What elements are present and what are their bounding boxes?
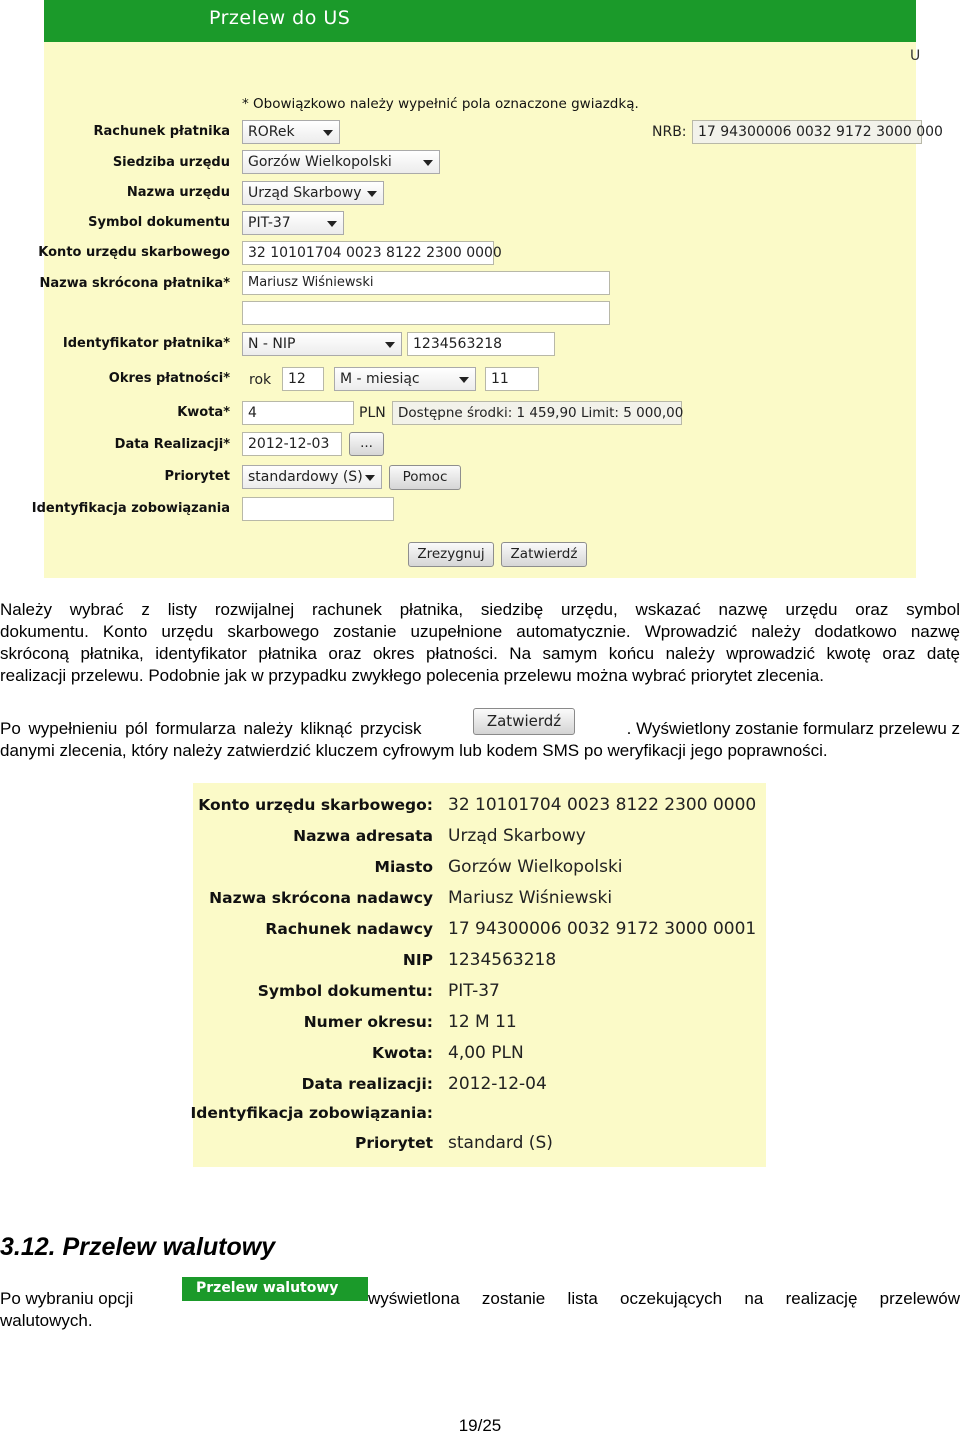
label-amount: Kwota* bbox=[177, 405, 230, 420]
summary-value: 1234563218 bbox=[448, 950, 557, 970]
summary-label: Data realizacji: bbox=[301, 1075, 433, 1093]
period-number-input[interactable] bbox=[485, 367, 539, 391]
account-select-value: RORek bbox=[248, 124, 295, 140]
paragraph-1-line-3: skróconą płatnika, identyfikator płatnika oraz okres płatności. Na samym końcu należy wprowadzić kwotę oraz datę bbox=[0, 644, 960, 663]
label-office-name: Nazwa urzędu bbox=[126, 185, 230, 200]
amount-value: 4 bbox=[248, 405, 257, 421]
summary-label: Rachunek nadawcy bbox=[265, 920, 433, 938]
label-payer-short: Nazwa skrócona płatnika* bbox=[39, 276, 230, 291]
office-city-value: Gorzów Wielkopolski bbox=[248, 154, 392, 170]
paragraph-1-line-2: dokumentu. Konto urzędu skarbowego zostanie uzupełnione automatycznie. Wprowadzić należy dodatkowo nazwę bbox=[0, 622, 960, 641]
summary-label: Konto urzędu skarbowego: bbox=[198, 796, 433, 814]
chevron-down-icon bbox=[323, 130, 333, 136]
period-type-select[interactable] bbox=[334, 367, 476, 391]
summary-value: 17 94300006 0032 9172 3000 0001 bbox=[448, 919, 757, 939]
summary-value: Gorzów Wielkopolski bbox=[448, 857, 623, 877]
summary-label: Numer okresu: bbox=[303, 1013, 433, 1031]
priority-select[interactable] bbox=[242, 465, 382, 489]
priority-value: standardowy (S) bbox=[248, 469, 363, 485]
payer-short-value: Mariusz Wiśniewski bbox=[248, 275, 374, 290]
obligation-input[interactable] bbox=[242, 497, 394, 521]
office-name-select[interactable] bbox=[242, 181, 384, 205]
chevron-down-icon bbox=[459, 377, 469, 383]
form-title: Przelew do US bbox=[209, 7, 351, 29]
payer-id-type-value: N - NIP bbox=[248, 336, 296, 352]
label-obligation: Identyfikacja zobowiązania bbox=[31, 501, 230, 516]
section-heading: 3.12. Przelew walutowy bbox=[0, 1233, 276, 1261]
transfer-form-panel bbox=[31, 0, 943, 578]
chevron-down-icon bbox=[367, 191, 377, 197]
date-value: 2012-12-03 bbox=[248, 436, 330, 452]
chevron-down-icon bbox=[327, 221, 337, 227]
paragraph-2-before: Po wypełnieniu pól formularza należy kliknąć przycisk bbox=[0, 719, 422, 738]
summary-label: Miasto bbox=[374, 858, 433, 876]
period-year-value: 12 bbox=[288, 371, 306, 387]
summary-label: Priorytet bbox=[354, 1134, 433, 1152]
paragraph-2-after: . Wyświetlony zostanie formularz przelewu z bbox=[626, 719, 960, 738]
period-type-value: M - miesiąc bbox=[340, 371, 420, 387]
label-priority: Priorytet bbox=[164, 469, 230, 484]
foreign-transfer-option-image: Przelew walutowy bbox=[182, 1277, 368, 1301]
paragraph-1-line-4: realizacji przelewu. Podobnie jak w przypadku zwykłego polecenia przelewu można wybrać priorytet zlecenia. bbox=[0, 666, 824, 685]
confirm-button[interactable]: Zatwierdź bbox=[501, 542, 587, 567]
nrb-label: NRB: bbox=[652, 124, 687, 140]
summary-label: Symbol dokumentu: bbox=[257, 982, 433, 1000]
chevron-down-icon bbox=[385, 342, 395, 348]
date-input[interactable] bbox=[242, 432, 342, 456]
account-select[interactable] bbox=[242, 120, 340, 144]
chevron-down-icon bbox=[423, 160, 433, 166]
label-date: Data Realizacji* bbox=[114, 437, 230, 452]
section-text-line-2: walutowych. bbox=[0, 1311, 93, 1330]
summary-label: Identyfikacja zobowiązania: bbox=[190, 1104, 433, 1122]
summary-label: Kwota: bbox=[371, 1044, 433, 1062]
clipped-text: U bbox=[910, 48, 921, 64]
summary-value: 32 10101704 0023 8122 2300 0000 bbox=[448, 795, 757, 815]
label-office-city: Siedziba urzędu bbox=[112, 155, 230, 170]
available-funds-value: Dostępne środki: 1 459,90 Limit: 5 000,00 bbox=[398, 405, 684, 421]
payer-short-input[interactable] bbox=[242, 271, 610, 295]
doc-symbol-select[interactable] bbox=[242, 211, 344, 235]
nrb-value: 17 94300006 0032 9172 3000 000 bbox=[698, 124, 943, 140]
payer-id-type-select[interactable] bbox=[242, 332, 402, 356]
available-funds bbox=[392, 401, 682, 425]
amount-input[interactable] bbox=[242, 401, 354, 425]
office-account-field bbox=[242, 241, 502, 265]
summary-label: Nazwa adresata bbox=[293, 827, 433, 845]
label-payer-id: Identyfikator płatnika* bbox=[62, 336, 230, 351]
chevron-down-icon bbox=[365, 475, 375, 481]
section-text-before: Po wybraniu opcji bbox=[0, 1289, 134, 1308]
currency-label: PLN bbox=[359, 405, 386, 421]
paragraph-2-line-2: danymi zlecenia, który należy zatwierdzić kluczem cyfrowym lub kodem SMS po weryfikacji jego poprawności. bbox=[0, 741, 828, 760]
form-header bbox=[44, 0, 916, 42]
doc-symbol-value: PIT-37 bbox=[248, 215, 291, 231]
period-year-input[interactable] bbox=[282, 367, 324, 391]
label-office-account: Konto urzędu skarbowego bbox=[38, 245, 230, 260]
period-number-value: 11 bbox=[491, 371, 509, 387]
summary-value: PIT-37 bbox=[448, 981, 500, 1001]
cancel-button[interactable]: Zrezygnuj bbox=[408, 542, 494, 567]
summary-value: Urząd Skarbowy bbox=[448, 826, 586, 846]
confirmation-summary-panel bbox=[190, 783, 766, 1167]
summary-value: 12 M 11 bbox=[448, 1012, 517, 1032]
office-account-value: 32 10101704 0023 8122 2300 0000 bbox=[248, 245, 502, 261]
summary-label: NIP bbox=[402, 951, 433, 969]
summary-value: Mariusz Wiśniewski bbox=[448, 888, 613, 908]
summary-label: Nazwa skrócona nadawcy bbox=[209, 889, 433, 907]
payer-short-input-2[interactable] bbox=[242, 301, 610, 325]
label-doc-symbol: Symbol dokumentu bbox=[88, 215, 230, 230]
inline-confirm-button-image: Zatwierdź bbox=[473, 708, 575, 735]
summary-value: 2012-12-04 bbox=[448, 1074, 547, 1094]
payer-id-value: 1234563218 bbox=[413, 336, 503, 352]
summary-value: 4,00 PLN bbox=[448, 1043, 524, 1063]
office-city-select[interactable] bbox=[242, 150, 440, 174]
label-period: Okres płatności* bbox=[108, 371, 230, 386]
required-note: * Obowiązkowo należy wypełnić pola oznaczone gwiazdką. bbox=[242, 96, 639, 112]
paragraph-1-line-1: Należy wybrać z listy rozwijalnej rachunek płatnika, siedzibę urzędu, wskazać nazwę urzędu oraz symbol bbox=[0, 600, 960, 619]
label-account: Rachunek płatnika bbox=[93, 124, 230, 139]
section-text-after: wyświetlona zostanie lista oczekujących na realizację przelewów bbox=[368, 1289, 960, 1308]
summary-value: standard (S) bbox=[448, 1133, 553, 1153]
period-year-label: rok bbox=[249, 372, 272, 388]
office-name-value: Urząd Skarbowy bbox=[248, 185, 362, 201]
nrb-field bbox=[692, 120, 943, 144]
date-picker-button[interactable]: ... bbox=[349, 432, 384, 456]
help-button[interactable]: Pomoc bbox=[389, 465, 461, 490]
payer-id-input[interactable] bbox=[407, 332, 555, 356]
page-number: 19/25 bbox=[458, 1416, 502, 1435]
